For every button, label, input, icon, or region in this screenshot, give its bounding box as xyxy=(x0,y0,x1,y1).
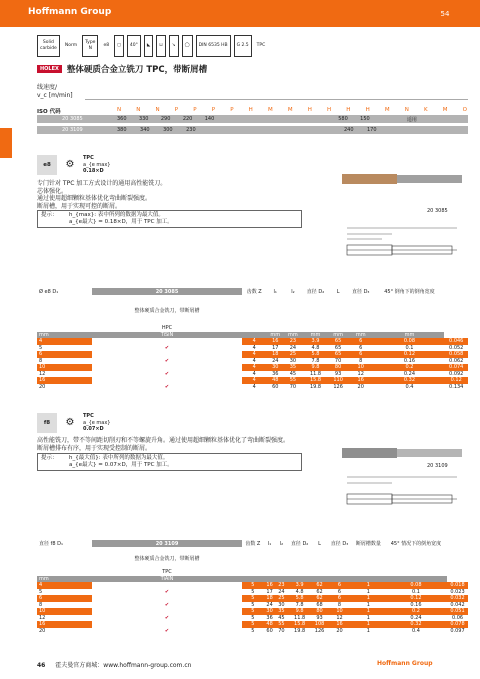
table-cell: 7.8 xyxy=(311,357,320,364)
side-tab-marker xyxy=(0,128,12,158)
table-cell: 0.4 xyxy=(411,627,420,634)
product-header xyxy=(37,64,207,73)
page-number-badge: 54 xyxy=(440,10,450,18)
table-cell: 15.8 xyxy=(302,377,330,384)
table-cell: 0.042 xyxy=(450,601,465,608)
speed-value: N xyxy=(117,107,122,113)
table-cell: 17 xyxy=(272,344,279,351)
table-cell: 0.24 xyxy=(410,614,422,621)
footer-brand: Hoffmann Group xyxy=(377,660,433,667)
table-cell: 12 xyxy=(357,370,364,377)
table-cell: 20 xyxy=(357,383,364,390)
speed-label: 线速度/ v_c [m/min] xyxy=(37,84,73,99)
table-cell: 5 xyxy=(242,595,264,602)
table-cell: 70 xyxy=(278,627,285,634)
table-cell: 16 xyxy=(266,338,284,345)
footer-link[interactable]: 霍夫曼官方商城：www.hoffmann-group.com.cn xyxy=(55,662,192,669)
table-cell: 35 xyxy=(284,364,302,371)
availability-check-icon[interactable]: ✔ xyxy=(164,383,170,390)
table-cell: 65 xyxy=(334,344,342,351)
table-cell: 5 xyxy=(251,627,255,634)
availability-check-icon[interactable]: ✔ xyxy=(164,357,170,364)
table-cell: 30 xyxy=(266,364,284,371)
diameter-cell: 6 xyxy=(37,595,92,602)
speed-value: N xyxy=(404,107,409,113)
diameter-cell: 12 xyxy=(39,370,46,377)
circle-icon: ◯ xyxy=(182,35,193,57)
speed-value: 220 xyxy=(182,116,193,122)
table-cell: 30 xyxy=(264,608,276,615)
table-cell: 19.8 xyxy=(309,383,322,390)
table-cell: 6 xyxy=(337,588,342,595)
table-cell: 36 xyxy=(272,370,279,377)
availability-check-icon[interactable]: ✔ xyxy=(164,601,170,608)
table-cell: 0.018 xyxy=(447,582,468,589)
product-title: 整体硬质合金立铣刀 TPC，带断屑槽 xyxy=(66,64,208,75)
table-cell: 24 xyxy=(272,357,279,364)
table-cell: 7.8 xyxy=(295,601,304,608)
table-cell: 6 xyxy=(347,338,375,345)
diameter-cell: 8 xyxy=(39,357,43,364)
table-cell: 12 xyxy=(336,614,343,621)
availability-check-icon[interactable]: ✔ xyxy=(164,627,170,634)
availability-check-icon[interactable]: ✔ xyxy=(92,582,242,589)
diameter-cell: 16 xyxy=(37,377,92,384)
diameter-cell: 4 xyxy=(37,338,92,345)
table-cell: 11.8 xyxy=(309,370,322,377)
speed-value: 140 xyxy=(204,116,215,122)
speed-value: 230 xyxy=(186,127,196,133)
speed-value: M xyxy=(267,107,273,113)
table-cell: 0.24 xyxy=(403,370,416,377)
table-cell: 1 xyxy=(352,621,385,628)
table-cell: 65 xyxy=(329,338,347,345)
table-cell: 110 xyxy=(329,377,347,384)
top-bar xyxy=(0,0,480,27)
speed-value: P xyxy=(230,107,234,113)
table-cell: 48 xyxy=(264,621,276,628)
table-cell: 4 xyxy=(242,377,266,384)
table-cell: 55 xyxy=(276,621,288,628)
table-cell: 5 xyxy=(242,621,264,628)
table-cell: 4.8 xyxy=(311,344,320,351)
table-cell: 0.4 xyxy=(405,383,414,390)
table-cell: 0.078 xyxy=(447,621,468,628)
speed-value: P xyxy=(193,107,197,113)
hint-box: 提示： h_{max}: 表中所列的数据为最大值。 a_{e最大} = 0.18×D，用于 TPC 加工。 xyxy=(37,210,302,228)
table-cell: 5 xyxy=(251,601,255,608)
drawing-code: 20 3085 xyxy=(427,208,448,214)
diameter-cell: 16 xyxy=(37,621,92,628)
table-cell: 80 xyxy=(312,608,327,615)
table-cell: 0.1 xyxy=(405,344,414,351)
table-cell: 5 xyxy=(242,608,264,615)
speed-value: N xyxy=(136,107,141,113)
table-cell: 35 xyxy=(276,608,288,615)
cutting-speed-table xyxy=(37,80,468,136)
speed-row-2: 20 3109 380 340 300 230 240 170 xyxy=(37,126,468,134)
section-20-3085 xyxy=(37,155,468,275)
speed-value: H xyxy=(248,107,253,113)
table-cell: 3.9 xyxy=(287,582,311,589)
table-cell: 6 xyxy=(347,351,375,358)
table-cell: 0.32 xyxy=(374,377,444,384)
table-cell: 0.058 xyxy=(444,351,468,358)
table-cell: 4 xyxy=(242,364,266,371)
footer-page: 46 xyxy=(37,662,46,669)
speed-value: N xyxy=(155,107,160,113)
gear-4-icon: ⚙ xyxy=(65,159,75,170)
diameter-cell: 5 xyxy=(39,344,43,351)
table-header: 直径 f8 D₁ 20 3109 齿数 Z l₁ l₂ 直径 D₂ L 直径 D₃ 断屑槽数量 45° 情况下的倒角宽度 xyxy=(39,540,442,547)
diameter-cell: 6 xyxy=(37,351,92,358)
table-row xyxy=(37,628,468,635)
table-cell: 24 xyxy=(289,344,297,351)
availability-check-icon[interactable]: ✔ xyxy=(164,614,170,621)
tpc-info: TPC a_{e max} 0.18×D xyxy=(83,155,111,174)
speed-value: 360 xyxy=(117,116,127,122)
table-cell: 4 xyxy=(252,357,256,364)
iso-code-row: ISO 代码 N N N P P P P H M M H H H H M N K M O xyxy=(37,107,467,115)
table-cell: 16 xyxy=(347,377,375,384)
feature-icons xyxy=(37,33,267,59)
table-cell: 65 xyxy=(329,351,347,358)
table-cell: 36 xyxy=(266,614,273,621)
diameter-cell: 10 xyxy=(37,364,92,371)
table-cell: 93 xyxy=(334,370,342,377)
section-20-3109 xyxy=(37,413,468,523)
table-cell: 25 xyxy=(276,595,288,602)
holex-logo: HOLEX xyxy=(37,65,62,73)
table-cell: 1 xyxy=(366,601,370,608)
table-cell: 0.16 xyxy=(410,601,422,608)
table-cell: 0.08 xyxy=(385,582,447,589)
speed-value: H xyxy=(327,107,332,113)
footer xyxy=(37,660,433,669)
table-cell: 1 xyxy=(352,595,385,602)
speed-value: K xyxy=(424,107,428,113)
table-cell: 0.12 xyxy=(374,351,444,358)
speed-value: 380 xyxy=(117,127,127,133)
table-cell: 8 xyxy=(359,357,363,364)
table-cell: 16 xyxy=(327,621,351,628)
speed-value: H xyxy=(346,107,351,113)
table-cell: 0.074 xyxy=(444,364,468,371)
table-cell: 0.08 xyxy=(374,338,444,345)
table-cell: 6 xyxy=(327,595,351,602)
brand-logo: Hoffmann Group xyxy=(28,7,112,17)
tolerance-badge: e8 xyxy=(37,155,57,175)
table-cell: 0.12 xyxy=(444,377,468,384)
table-cell: 3.9 xyxy=(302,338,330,345)
table-cell: 5 xyxy=(251,614,255,621)
tpc-info: TPC a_{e max} 0.07×D xyxy=(83,413,111,432)
table-cell: 0.092 xyxy=(449,370,464,377)
hint-box: 提示： h_{最大值}: 表中所列的数据为最大值。 a_{e最大} = 0.07×D，用于 TPC 加工。 xyxy=(37,453,302,471)
diameter-cell: 8 xyxy=(39,601,43,608)
speed-row-1: 20 3085 360 330 290 220 140 580 150 适用 xyxy=(37,115,468,123)
diameter-cell: 20 xyxy=(39,627,46,634)
table-cell: 10 xyxy=(327,608,351,615)
speed-value: O xyxy=(462,107,467,113)
table-cell: 4 xyxy=(252,383,256,390)
speed-value: 290 xyxy=(160,116,171,122)
table-cell: 24 xyxy=(278,588,285,595)
table-cell: 0.12 xyxy=(385,595,447,602)
table-cell: 62 xyxy=(316,588,323,595)
availability-check-icon[interactable]: ✔ xyxy=(92,364,242,371)
availability-check-icon[interactable]: ✔ xyxy=(164,344,170,351)
table-cell: 55 xyxy=(284,377,302,384)
table-cell: 45 xyxy=(289,370,297,377)
table-cell: 0.097 xyxy=(450,627,465,634)
table-cell: 6 xyxy=(327,582,351,589)
tool-dimension-drawing xyxy=(307,471,467,521)
table-cell: 30 xyxy=(278,601,285,608)
table-cell: 5.8 xyxy=(287,595,311,602)
diameter-cell: 12 xyxy=(39,614,46,621)
availability-check-icon[interactable]: ✔ xyxy=(164,588,170,595)
tool-dimension-drawing xyxy=(307,220,467,275)
availability-check-icon[interactable]: ✔ xyxy=(92,351,242,358)
table-cell: 70 xyxy=(289,383,297,390)
speed-value: 340 xyxy=(140,127,150,133)
table-cell: 0.032 xyxy=(447,595,468,602)
table-cell: 0.32 xyxy=(385,621,447,628)
tpc-icon: TPC xyxy=(256,43,266,48)
speed-value: P xyxy=(174,107,179,113)
ramp-icon: ↘ xyxy=(169,35,179,57)
availability-check-icon[interactable]: ✔ xyxy=(92,608,242,615)
corner-icon: ◣ xyxy=(144,35,153,57)
availability-check-icon[interactable]: ✔ xyxy=(92,621,242,628)
speed-value: 170 xyxy=(367,127,377,133)
table-row xyxy=(37,384,468,391)
table-cell: 0.051 xyxy=(447,608,468,615)
table-cell: 0.134 xyxy=(449,383,464,390)
table-cell: 5.8 xyxy=(302,351,330,358)
table-cell: 0.023 xyxy=(450,588,465,595)
solid-carbide-icon: Solid carbide xyxy=(37,35,60,57)
table-header: Ø e8 D₁ 20 3085 齿数 Z l₁ l₂ 直径 D₂ L 直径 D₃ 45° 倒角下的倒角宽度 xyxy=(39,288,435,295)
table-cell: 93 xyxy=(316,614,323,621)
table-cell: 23 xyxy=(284,338,302,345)
table-cell: 16 xyxy=(264,582,276,589)
cutter-shape-icon: ◻ xyxy=(114,35,124,57)
availability-check-icon[interactable]: ✔ xyxy=(92,338,242,345)
table-cell: 108 xyxy=(312,621,327,628)
helix-angle-icon: 40° xyxy=(127,35,141,57)
table-cell: 0.06 xyxy=(451,614,464,621)
table-cell: 0.052 xyxy=(449,344,464,351)
speed-value: P xyxy=(211,107,216,113)
table-cell: 4 xyxy=(242,338,266,345)
table-cell: 20 xyxy=(336,627,343,634)
drawing-code: 20 3109 xyxy=(427,463,448,469)
speed-value: 150 xyxy=(360,116,370,122)
table-cell: 62 xyxy=(312,595,327,602)
availability-check-icon[interactable]: ✔ xyxy=(92,377,242,384)
table-cell: 0.2 xyxy=(385,608,447,615)
table-cell: 9.8 xyxy=(287,608,311,615)
table-cell: 9.8 xyxy=(302,364,330,371)
tool-photo xyxy=(342,170,462,188)
table-cell: 5 xyxy=(251,588,255,595)
table-cell: 1 xyxy=(366,614,370,621)
table-cell: 0.1 xyxy=(411,588,420,595)
table-cell: 0.062 xyxy=(449,357,464,364)
table-cell: 4 xyxy=(242,351,266,358)
tolerance-badge: f8 xyxy=(37,413,57,433)
product-table-20-3109: 直径 f8 D₁ 20 3109 齿数 Z l₁ l₂ 直径 D₂ L 直径 D₃ 断屑槽数量 45° 情况下的倒角宽度 整体硬质合金铣刀，带断屑槽 TPC mm TiAlN 4 ✔ 5 16 23 3.9 62 6 1 0.08 0.018 5 ✔ 5 17 24 4.8 62 6 1 0.1 0.023 6 ✔ 5 18 25 5.8 62 6 1 0.12 0.032 8 ✔ 5 24 30 7.8 68 8 1 0.16 0.042 10 ✔ 5 30 35 9.8 80 10 1 0.2 0.051 12 ✔ 5 36 45 11.8 93 12 1 0.24 0.06 16 ✔ 5 48 55 15.8 108 16 1 0.32 0.078 20 ✔ 5 60 70 19.8 126 20 1 0.4 0.097 xyxy=(37,540,468,634)
speed-value: 300 xyxy=(163,127,173,133)
table-cell: 1 xyxy=(352,608,385,615)
speed-value: 330 xyxy=(138,116,149,122)
norm-icon: Norm xyxy=(64,43,78,48)
table-cell: 11.8 xyxy=(294,614,306,621)
table-cell: 60 xyxy=(266,627,273,634)
table-cell: 126 xyxy=(314,627,325,634)
speed-value: M xyxy=(287,107,293,113)
table-cell: 18 xyxy=(266,351,284,358)
table-cell: 23 xyxy=(276,582,288,589)
table-cell: 5 xyxy=(242,582,264,589)
slot-icon: ⊔ xyxy=(156,35,166,57)
table-cell: 15.8 xyxy=(287,621,311,628)
table-cell: 1 xyxy=(366,588,370,595)
availability-check-icon[interactable]: ✔ xyxy=(164,370,170,377)
gear-5-icon: ⚙ xyxy=(65,417,75,428)
table-cell: 1 xyxy=(366,627,370,634)
speed-value: 240 xyxy=(343,127,354,133)
table-cell: 126 xyxy=(333,383,343,390)
table-cell: 1 xyxy=(352,582,385,589)
type-n-icon: Type N xyxy=(82,35,98,57)
table-cell: 19.8 xyxy=(294,627,306,634)
speed-value: 580 xyxy=(338,116,348,122)
table-cell: 6 xyxy=(359,344,363,351)
table-cell: 4.8 xyxy=(295,588,304,595)
table-cell: 10 xyxy=(347,364,375,371)
speed-value: H xyxy=(307,107,312,113)
table-cell: 0.046 xyxy=(444,338,468,345)
diameter-cell: 10 xyxy=(37,608,92,615)
table-cell: 17 xyxy=(266,588,273,595)
balance-icon: G 2.5 xyxy=(234,35,252,57)
description: 专门针对 TPC 加工方式设计的通用高性能铣刀。 芯体强化。 通过使用超细颗粒基体优化弯曲断裂强度。 断屑槽，用于实现可控的断屑。 xyxy=(37,180,167,210)
availability-check-icon[interactable]: ✔ xyxy=(92,595,242,602)
table-cell: 24 xyxy=(266,601,273,608)
speed-value: H xyxy=(365,107,370,113)
tool-photo xyxy=(342,443,462,463)
table-cell: 18 xyxy=(264,595,276,602)
speed-value: M xyxy=(442,107,448,113)
speed-value: M xyxy=(384,107,390,113)
table-cell: 68 xyxy=(316,601,323,608)
table-cell: 8 xyxy=(337,601,342,608)
table-cell: 48 xyxy=(266,377,284,384)
table-cell: 45 xyxy=(278,614,285,621)
diameter-cell: 5 xyxy=(39,588,43,595)
diameter-cell: 4 xyxy=(37,582,92,589)
table-cell: 80 xyxy=(329,364,347,371)
speed-value: 适用 xyxy=(406,117,417,123)
table-cell: 4 xyxy=(252,370,256,377)
table-cell: 25 xyxy=(284,351,302,358)
material-icons-row xyxy=(85,80,468,100)
tolerance-e8-icon: e8 xyxy=(103,43,110,48)
shank-din-icon: DIN 6535 HB xyxy=(196,35,231,57)
diameter-cell: 20 xyxy=(39,383,46,390)
table-cell: 0.16 xyxy=(403,357,416,364)
product-table-20-3085: Ø e8 D₁ 20 3085 齿数 Z l₁ l₂ 直径 D₂ L 直径 D₃ 45° 倒角下的倒角宽度 整体硬质合金铣刀，带断屑槽 HPC mm TiSiN mm mm mm mm mm mm 4 ✔ 4 16 23 3.9 65 6 0.08 0.046 5 ✔ 4 17 24 4.8 65 6 0.1 0.052 6 ✔ 4 18 25 5.8 65 6 0.12 0.058 8 ✔ 4 24 30 7.8 70 8 0.16 0.062 10 ✔ 4 30 35 9.8 80 10 0.2 0.074 12 ✔ 4 36 45 11.8 93 12 0.24 0.092 16 ✔ 4 48 55 15.8 110 16 0.32 0.12 20 ✔ 4 60 70 19.8 126 20 0.4 0.134 xyxy=(37,288,468,390)
table-cell: 30 xyxy=(289,357,297,364)
table-cell: 62 xyxy=(312,582,327,589)
table-cell: 4 xyxy=(252,344,256,351)
table-cell: 60 xyxy=(272,383,279,390)
description: 高性能铣刀，带不等间距切削刃和不等螺旋升角。通过使用超细颗粒基体优化了弯曲断裂强度。 断屑槽排布有序，用于实现受控制的断屑。 xyxy=(37,437,290,452)
table-cell: 0.2 xyxy=(374,364,444,371)
table-cell: 70 xyxy=(334,357,342,364)
